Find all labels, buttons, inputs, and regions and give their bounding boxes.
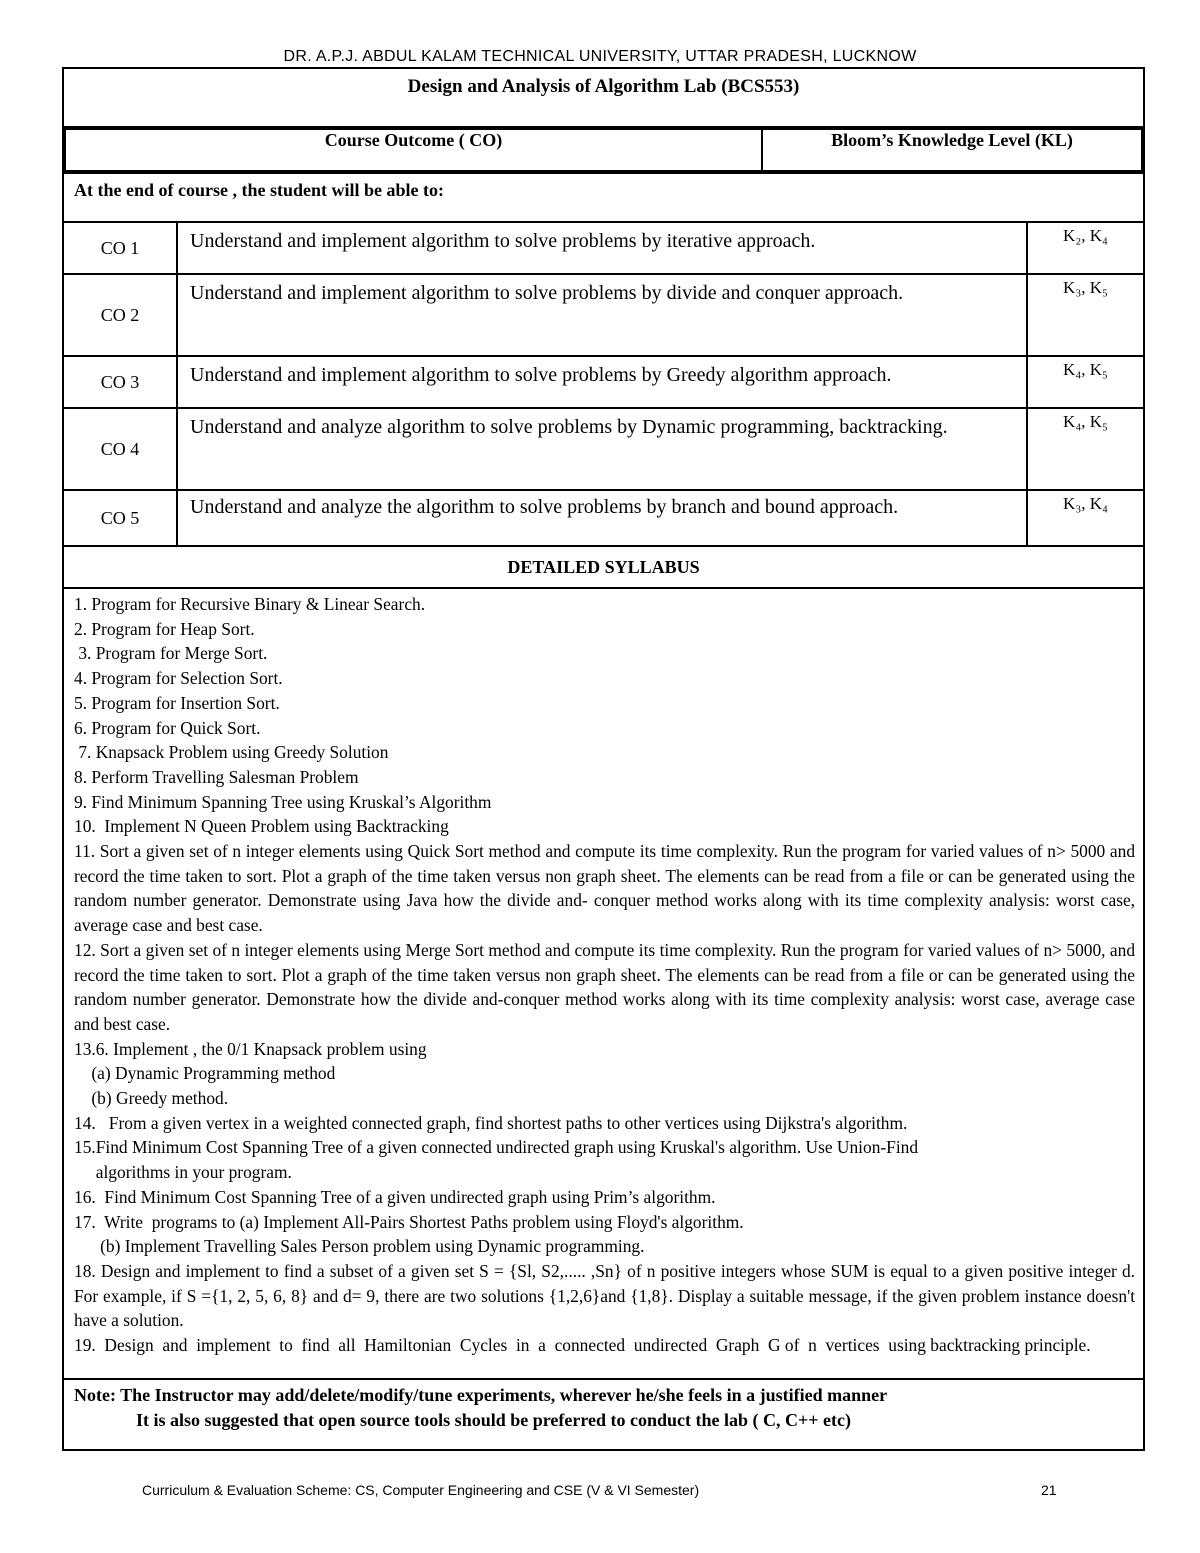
co-kl: K₃, K₄ (1027, 490, 1144, 546)
syllabus-heading: DETAILED SYLLABUS (63, 546, 1144, 588)
co-description: Understand and implement algorithm to solve problems by Greedy algorithm approach. (177, 356, 1027, 408)
list-item: (b) Implement Travelling Sales Person problem using Dynamic programming. (74, 1236, 645, 1257)
list-item: 7. Knapsack Problem using Greedy Solution (74, 742, 389, 763)
list-item: 13.6. Implement , the 0/1 Knapsack problem using (74, 1038, 427, 1059)
co-column-header: Course Outcome ( CO) (65, 129, 762, 171)
list-item: 2. Program for Heap Sort. (74, 618, 255, 639)
note-line-1: Note: The Instructor may add/delete/modify/tune experiments, wherever he/she feels in a justified manner (74, 1384, 888, 1405)
list-item: algorithms in your program. (74, 1162, 292, 1183)
list-item: 3. Program for Merge Sort. (74, 643, 268, 664)
co-kl: K₄, K₅ (1027, 408, 1144, 490)
co-description: Understand and analyze algorithm to solve problems by Dynamic programming, backtracking. (177, 408, 1027, 490)
kl-column-header: Bloom’s Knowledge Level (KL) (762, 129, 1142, 171)
course-title: Design and Analysis of Algorithm Lab (BCS553) (63, 68, 1144, 127)
table-row (63, 274, 1144, 356)
list-item: 11. Sort a given set of n integer elements using Quick Sort method and compute its time complexity. Run the program for varied values of n> 5000 and record the time taken to sort. Plot a graph of the time taken versus non graph sheet. The elements can be read from a file or can be generated using the random number generator. Demonstrate using Java how the divide and- conquer method works along with its time complexity analysis: worst case, average case and best case. (74, 841, 1140, 936)
co-code: CO 2 (63, 274, 177, 356)
list-item: 8. Perform Travelling Salesman Problem (74, 766, 359, 787)
instructor-note (63, 1379, 1144, 1450)
list-item: 18. Design and implement to find a subset of a given set S = {Sl, S2,..... ,Sn} of n positive integers whose SUM is equal to a given positive integer d. For example, if S ={1, 2, 5, 6, 8} and d= 9, there are two solutions {1,2,6}and {1,8}. Display a suitable message, if the given problem instance doesn't have a solution. (74, 1260, 1140, 1331)
list-item: (a) Dynamic Programming method (74, 1063, 336, 1084)
co-code: CO 3 (63, 356, 177, 408)
list-item: 4. Program for Selection Sort. (74, 668, 283, 689)
co-code: CO 5 (63, 490, 177, 546)
list-item: 6. Program for Quick Sort. (74, 717, 261, 738)
list-item: 1. Program for Recursive Binary & Linear Search. (74, 594, 426, 614)
co-kl: K₄, K₅ (1027, 356, 1144, 408)
table-header (63, 127, 1144, 173)
table-row (63, 408, 1144, 490)
co-code: CO 4 (63, 408, 177, 490)
co-description: Understand and analyze the algorithm to solve problems by branch and bound approach. (177, 490, 1027, 546)
list-item: (b) Greedy method. (74, 1088, 229, 1109)
co-description: Understand and implement algorithm to solve problems by iterative approach. (177, 222, 1027, 274)
page-footer: Curriculum & Evaluation Scheme: CS, Computer Engineering and CSE (V & VI Semester) (142, 1482, 700, 1498)
list-item: 12. Sort a given set of n integer elements using Merge Sort method and compute its time complexity. Run the program for varied values of n> 5000, and record the time taken to sort. Plot a graph of the time taken versus non graph sheet. The elements can be read from a file or can be generated using the random number generator. Demonstrate how the divide and-conquer method works along with its time complexity analysis: worst case, average case and best case. (74, 939, 1140, 1034)
table-row (63, 222, 1144, 274)
list-item: 5. Program for Insertion Sort. (74, 692, 280, 713)
university-name: DR. A.P.J. ABDUL KALAM TECHNICAL UNIVERSITY, UTTAR PRADESH, LUCKNOW (283, 48, 917, 65)
co-kl: K₃, K₅ (1027, 274, 1144, 356)
list-item: 15.Find Minimum Cost Spanning Tree of a given connected undirected graph using Kruskal's algorithm. Use Union-Find (74, 1137, 919, 1158)
syllabus-list (63, 588, 1144, 1379)
co-kl: K₂, K₄ (1027, 222, 1144, 274)
list-item: 16. Find Minimum Cost Spanning Tree of a given undirected graph using Prim’s algorithm. (74, 1186, 716, 1207)
list-item: 19. Design and implement to find all Hamiltonian Cycles in a connected undirected Graph G of n vertices using backtracking principle. (74, 1335, 1091, 1356)
page-number: 21 (1041, 1482, 1057, 1498)
note-line-2: It is also suggested that open source tools should be preferred to conduct the lab ( C, C++ etc) (136, 1409, 851, 1430)
table-row (63, 356, 1144, 408)
list-item: 14. From a given vertex in a weighted connected graph, find shortest paths to other vertices using Dijkstra's algorithm. (74, 1112, 908, 1133)
list-item: 10. Implement N Queen Problem using Backtracking (74, 816, 449, 837)
co-description: Understand and implement algorithm to solve problems by divide and conquer approach. (177, 274, 1027, 356)
co-code: CO 1 (63, 222, 177, 274)
table-row (63, 490, 1144, 546)
syllabus-table (62, 67, 1145, 1451)
intro-text: At the end of course , the student will be able to: (63, 173, 1144, 222)
list-item: 9. Find Minimum Spanning Tree using Kruskal’s Algorithm (74, 791, 492, 812)
list-item: 17. Write programs to (a) Implement All-Pairs Shortest Paths problem using Floyd's algorithm. (74, 1211, 744, 1232)
